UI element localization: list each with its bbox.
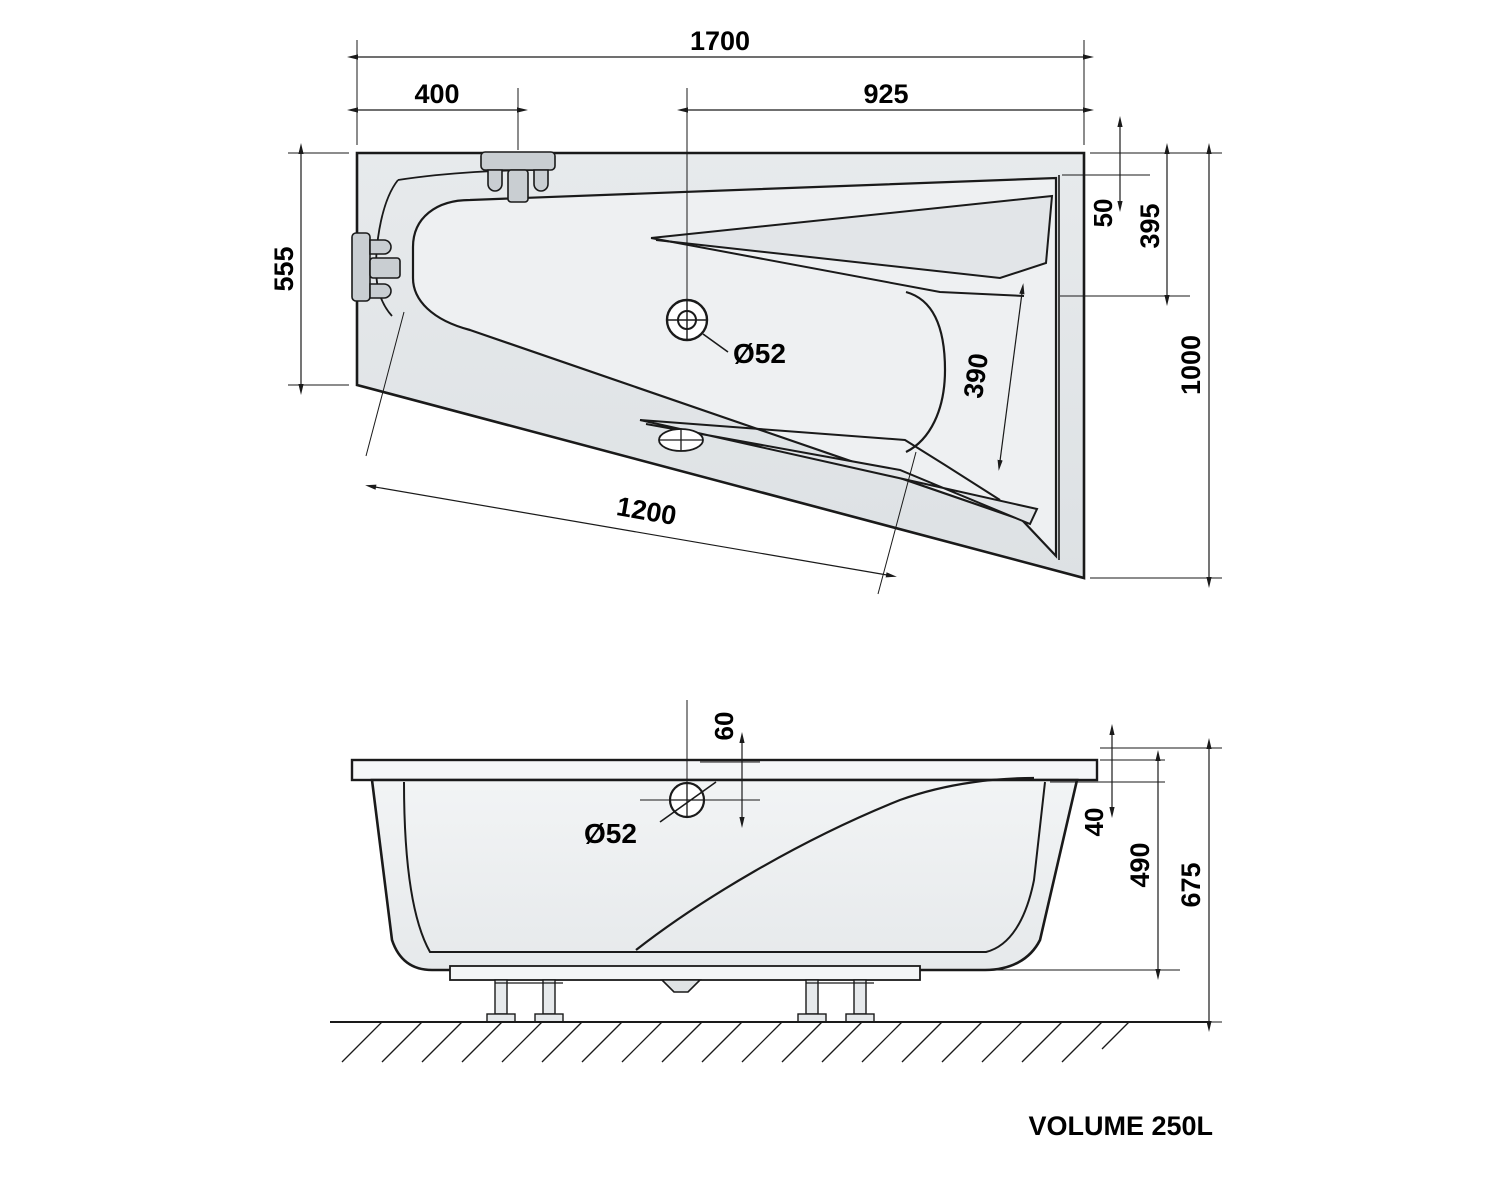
dim-text-60: 60 (709, 711, 739, 741)
ground-hatching (330, 1022, 1210, 1062)
dim-text-390: 390 (958, 351, 995, 401)
tub-rim-front (352, 760, 1097, 780)
dim-text-675: 675 (1176, 862, 1206, 908)
dim-text-1700: 1700 (689, 26, 751, 56)
dim-text-diameter52-front: Ø52 (584, 818, 637, 849)
dim-text-1200: 1200 (614, 491, 679, 532)
dim-text-40: 40 (1079, 807, 1109, 837)
base-drain-front (662, 980, 700, 992)
front-view (330, 700, 1222, 1062)
dim-text-400: 400 (414, 79, 460, 109)
dim-text-1000: 1000 (1176, 334, 1206, 396)
base-plate-front (450, 966, 920, 980)
overflow-symbol-top (659, 429, 703, 451)
dim-text-490: 490 (1125, 842, 1155, 888)
top-view (269, 26, 1222, 594)
dim-text-diameter52-top: Ø52 (733, 338, 786, 369)
dim-text-555: 555 (269, 246, 299, 292)
volume-note: VOLUME 250L (1028, 1111, 1213, 1141)
dim-text-395: 395 (1135, 203, 1165, 249)
dim-text-925: 925 (863, 79, 909, 109)
dim-text-50: 50 (1088, 198, 1118, 228)
tub-body-front (372, 780, 1077, 970)
